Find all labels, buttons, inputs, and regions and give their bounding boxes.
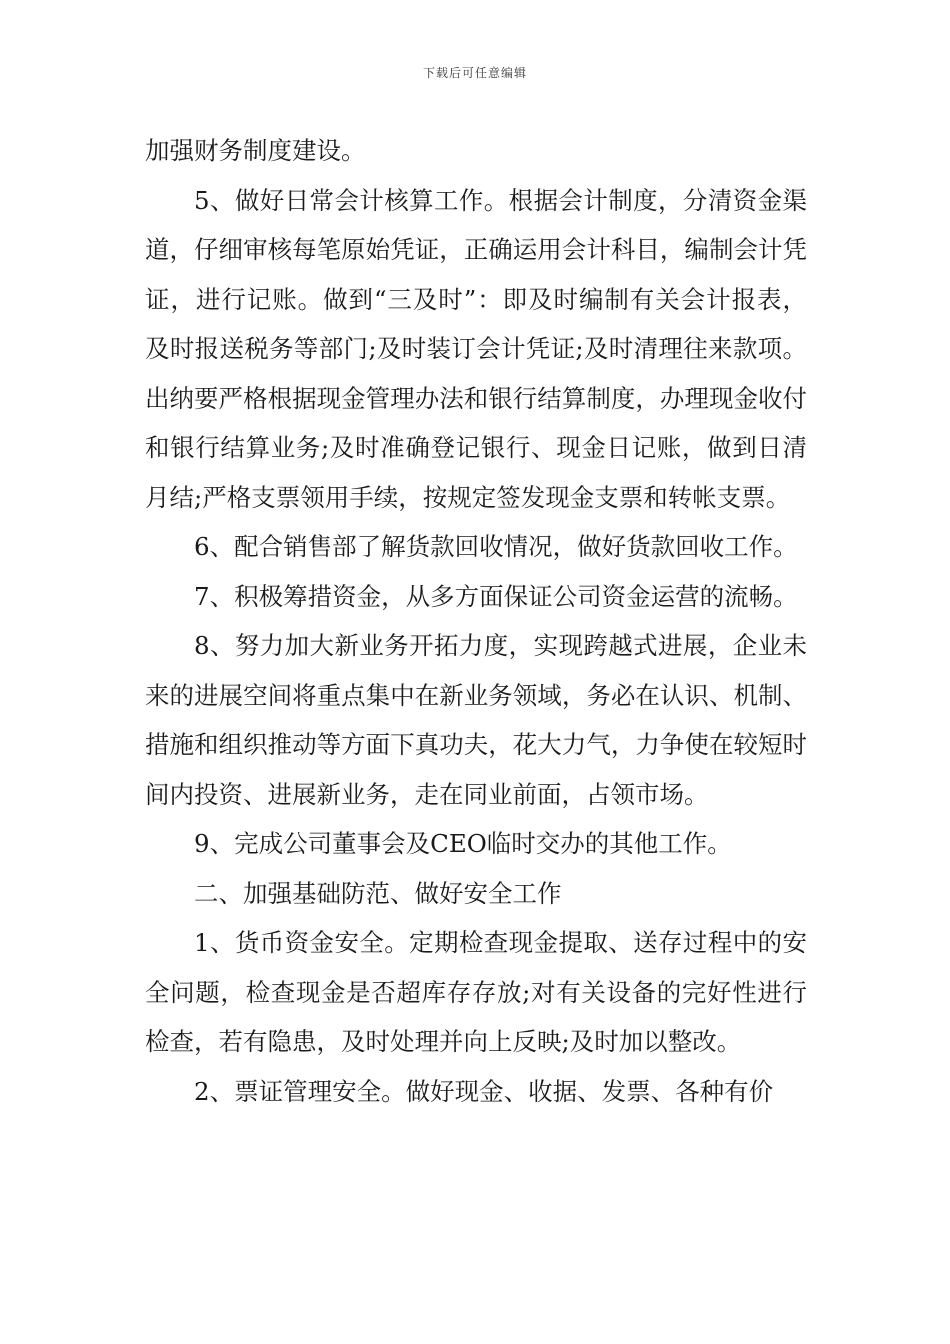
paragraph-item-9: 9、完成公司董事会及CEO临时交办的其他工作。 <box>194 829 732 858</box>
paragraph-item-7: 7、积极筹措资金，从多方面保证公司资金运营的流畅。 <box>194 581 798 611</box>
page-header-note: 下载后可任意编辑 <box>422 66 527 80</box>
paragraph-item-8: 8、努力加大新业务开拓力度，实现跨越式进展，企业未来的进展空间将重点集中在新业务领域，务必在认识、机制、措施和组织推动等方面下真功夫，花大力气，力争使在较短时间内投资、进展新业务，走在同业前面，占领市场。 <box>145 631 807 809</box>
document-body <box>145 126 807 1116</box>
paragraph-section2-item-1: 1、货币资金安全。定期检查现金提取、送存过程中的安全问题，检查现金是否超库存存放;对有关设备的完好性进行检查，若有隐患，及时处理并向上反映;及时加以整改。 <box>145 928 807 1056</box>
paragraph-section2-item-2: 2、票证管理安全。做好现金、收据、发票、各种有价 <box>194 1076 774 1106</box>
paragraph-item-5: 5、做好日常会计核算工作。根据会计制度，分清资金渠道，仔细审核每笔原始凭证，正确运用会计科目，编制会计凭证，进行记账。做到“三及时”：即及时编制有关会计报表，及时报送税务等部门;及时装订会计凭证;及时清理往来款项。出纳要严格根据现金管理办法和银行结算制度，办理现金收付和银行结算业务;及时准确登记银行、现金日记账，做到日清月结;严格支票领用手续，按规定签发现金支票和转帐支票。 <box>145 185 807 512</box>
paragraph-continuation: 加强财务制度建设。 <box>145 136 366 165</box>
section-heading-2: 二、加强基础防范、做好安全工作 <box>194 878 562 908</box>
paragraph-item-6: 6、配合销售部了解货款回收情况，做好货款回收工作。 <box>194 532 798 561</box>
